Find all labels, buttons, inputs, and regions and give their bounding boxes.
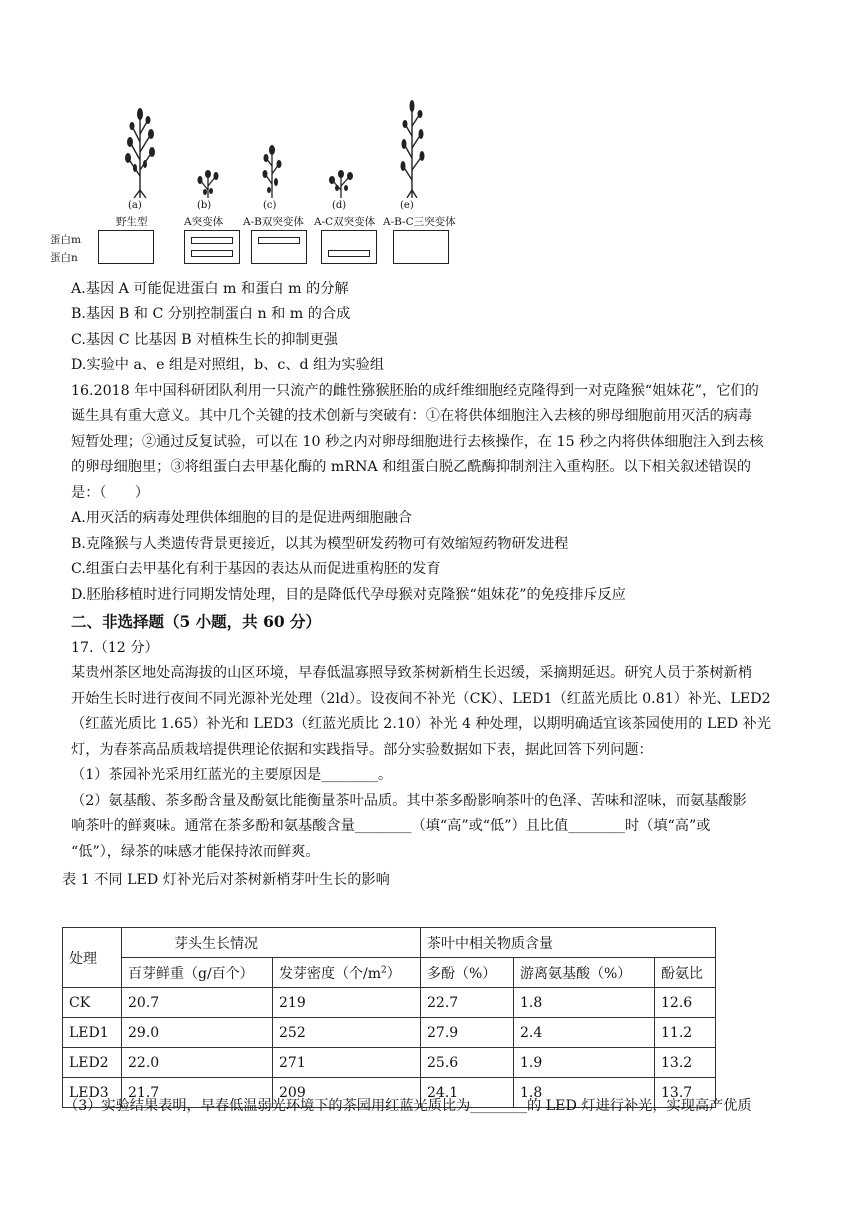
table-header-row [63, 958, 716, 988]
table-cell: LED3 [63, 1078, 122, 1108]
table-cell: 271 [273, 1048, 421, 1078]
table-header-cell: 多酚（%） [421, 958, 514, 988]
table-cell: 22.0 [122, 1048, 273, 1078]
table-cell: CK [63, 988, 122, 1018]
section-heading: 二、非选择题（5 小题，共 60 分） [71, 612, 322, 631]
caption-abc-triple: A-B-C三突变体 [383, 216, 456, 228]
table-cell: 1.8 [514, 1078, 655, 1108]
row-label-protein-m: 蛋白m [50, 234, 81, 246]
plant-d-image [328, 164, 354, 198]
table-cell: 27.9 [421, 1018, 514, 1048]
gel-b [184, 230, 240, 264]
q17-sub-question-1: （1）茶园补光采用红蓝光的主要原因是________。 [71, 767, 393, 783]
table-cell: 29.0 [122, 1018, 273, 1048]
gel-e [393, 230, 449, 264]
caption-a-mutant: A突变体 [184, 216, 224, 228]
table-cell: 2.4 [514, 1018, 655, 1048]
q15-option-c: C.基因 C 比基因 B 对植株生长的抑制更强 [71, 332, 338, 348]
q15-option-a: A.基因 A 可能促进蛋白 m 和蛋白 m 的分解 [71, 281, 349, 297]
band-n [191, 250, 233, 257]
plant-a-image [120, 106, 160, 198]
plant-mutant-figure [50, 100, 470, 270]
row-label-protein-n: 蛋白n [50, 252, 78, 264]
plant-d-label: (d) [332, 200, 347, 211]
table-cell: LED2 [63, 1048, 122, 1078]
plant-e-image [395, 100, 429, 198]
q17-sub-question-2: （2）氨基酸、茶多酚含量及酚氨比能衡量茶叶品质。其中茶多酚影响茶叶的色泽、苦味和涩味，而氨基酸影 [71, 793, 747, 809]
band-m [191, 237, 233, 244]
table-cell: 1.9 [514, 1048, 655, 1078]
table-cell: 11.2 [655, 1018, 716, 1048]
table-header-cell: 游离氨基酸（%） [514, 958, 655, 988]
q16-option-c: C.组蛋白去甲基化有利于基因的表达从而促进重构胚的发育 [71, 561, 441, 577]
q16-stem-line: 是：（ ） [71, 485, 150, 501]
band-m [258, 237, 300, 244]
q17-header: 17.（12 分） [71, 640, 159, 656]
table-cell: 13.7 [655, 1078, 716, 1108]
table-header-superscript: 2 [381, 964, 387, 975]
table-cell: 22.7 [421, 988, 514, 1018]
q15-option-d: D.实验中 a、e 组是对照组，b、c、d 组为实验组 [71, 357, 385, 373]
q17-sub-question-3: （3）实验结果表明，早春低温弱光环境下的茶园用红蓝光质比为________的 LED 灯进行补光，实现高产优质 [64, 1098, 752, 1114]
table-cell: 252 [273, 1018, 421, 1048]
q16-option-b: B.克隆猴与人类遗传背景更接近，以其为模型研发药物可有效缩短药物研发进程 [71, 536, 569, 552]
table-header-cell: 芽头生长情况 [122, 928, 421, 958]
table-caption: 表 1 不同 LED 灯补光后对茶树新梢芽叶生长的影响 [62, 872, 390, 888]
table-cell: 209 [273, 1078, 421, 1108]
q16-stem-line: 16.2018 年中国科研团队利用一只流产的雌性猕猴胚胎的成纤维细胞经克隆得到一对克隆猴“姐妹花”，它们的 [71, 383, 759, 399]
table-row [63, 1048, 716, 1078]
q16-option-a: A.用灭活的病毒处理供体细胞的目的是促进两细胞融合 [71, 510, 413, 526]
gel-d [321, 230, 377, 264]
table-cell: 219 [273, 988, 421, 1018]
table-cell: 21.7 [122, 1078, 273, 1108]
table-cell: LED1 [63, 1018, 122, 1048]
table-cell: 20.7 [122, 988, 273, 1018]
caption-wild-type: 野生型 [116, 216, 148, 228]
table-cell: 13.2 [655, 1048, 716, 1078]
table-header-text: 发芽密度（个/m [279, 965, 381, 982]
caption-ab-double: A-B双突变体 [243, 216, 304, 228]
table-header-cell [273, 958, 421, 988]
table-row [63, 988, 716, 1018]
q17-intro-line: 某贵州茶区地处高海拔的山区环境，早春低温寡照导致茶树新梢生长迟缓，采摘期延迟。研究人员于茶树新梢 [71, 665, 753, 681]
band-n [328, 250, 370, 257]
q16-stem-line: 的卵母细胞里；③将组蛋白去甲基化酶的 mRNA 和组蛋白脱乙酰酶抑制剂注入重构胚。以下相关叙述错误的 [71, 459, 752, 475]
table-cell: 1.8 [514, 988, 655, 1018]
caption-ac-double: A-C双突变体 [314, 216, 376, 228]
q16-stem-line: 诞生具有重大意义。其中几个关键的技术创新与突破有：①在将供体细胞注入去核的卵母细胞前用灭活的病毒 [71, 408, 753, 424]
q17-sub-question-2: 响茶叶的鲜爽味。通常在茶多酚和氨基酸含量________（填“高”或“低”）且比值________时（填“高”或 [71, 818, 711, 834]
gel-a [98, 230, 154, 264]
q17-intro-line: 开始生长时进行夜间不同光源补光处理（2ld）。设夜间不补光（CK）、LED1（红蓝光质比 0.81）补光、LED2 [71, 691, 771, 707]
plant-c-label: (c) [263, 200, 277, 211]
table-header-cell: 百芽鲜重（g/百个） [122, 958, 273, 988]
q17-intro-line: 灯，为春茶高品质栽培提供理论依据和实践指导。部分实验数据如下表，据此回答下列问题： [71, 742, 653, 758]
plant-b-label: (b) [197, 200, 212, 211]
table-header-row [63, 928, 716, 958]
q16-stem-line: 短暂处理；②通过反复试验，可以在 10 秒之内对卵母细胞进行去核操作，在 15 秒之内将供体细胞注入到去核 [71, 434, 764, 450]
table-cell: 25.6 [421, 1048, 514, 1078]
plant-c-image [260, 144, 284, 198]
plant-a-label: (a) [128, 200, 142, 211]
table-header-cell: 茶叶中相关物质含量 [421, 928, 716, 958]
table-cell: 24.1 [421, 1078, 514, 1108]
q16-option-d: D.胚胎移植时进行同期发情处理，目的是降低代孕母猴对克隆猴“姐妹花”的免疫排斥反应 [71, 587, 626, 603]
table-cell: 12.6 [655, 988, 716, 1018]
q17-sub-question-2: “低”），绿茶的味感才能保持浓而鲜爽。 [71, 844, 320, 860]
table-header-cell: 处理 [63, 928, 122, 988]
table-row [63, 1018, 716, 1048]
led-data-table [62, 927, 716, 1108]
q17-intro-line: （红蓝光质比 1.65）补光和 LED3（红蓝光质比 2.10）补光 4 种处理，以期明确适宜该茶园使用的 LED 补光 [71, 716, 772, 732]
table-header-text: ） [386, 965, 401, 982]
gel-c [251, 230, 307, 264]
table-header-cell: 酚氨比 [655, 958, 716, 988]
q15-option-b: B.基因 B 和 C 分别控制蛋白 n 和 m 的合成 [71, 306, 351, 322]
plant-b-image [196, 164, 220, 198]
plant-e-label: (e) [400, 200, 414, 211]
